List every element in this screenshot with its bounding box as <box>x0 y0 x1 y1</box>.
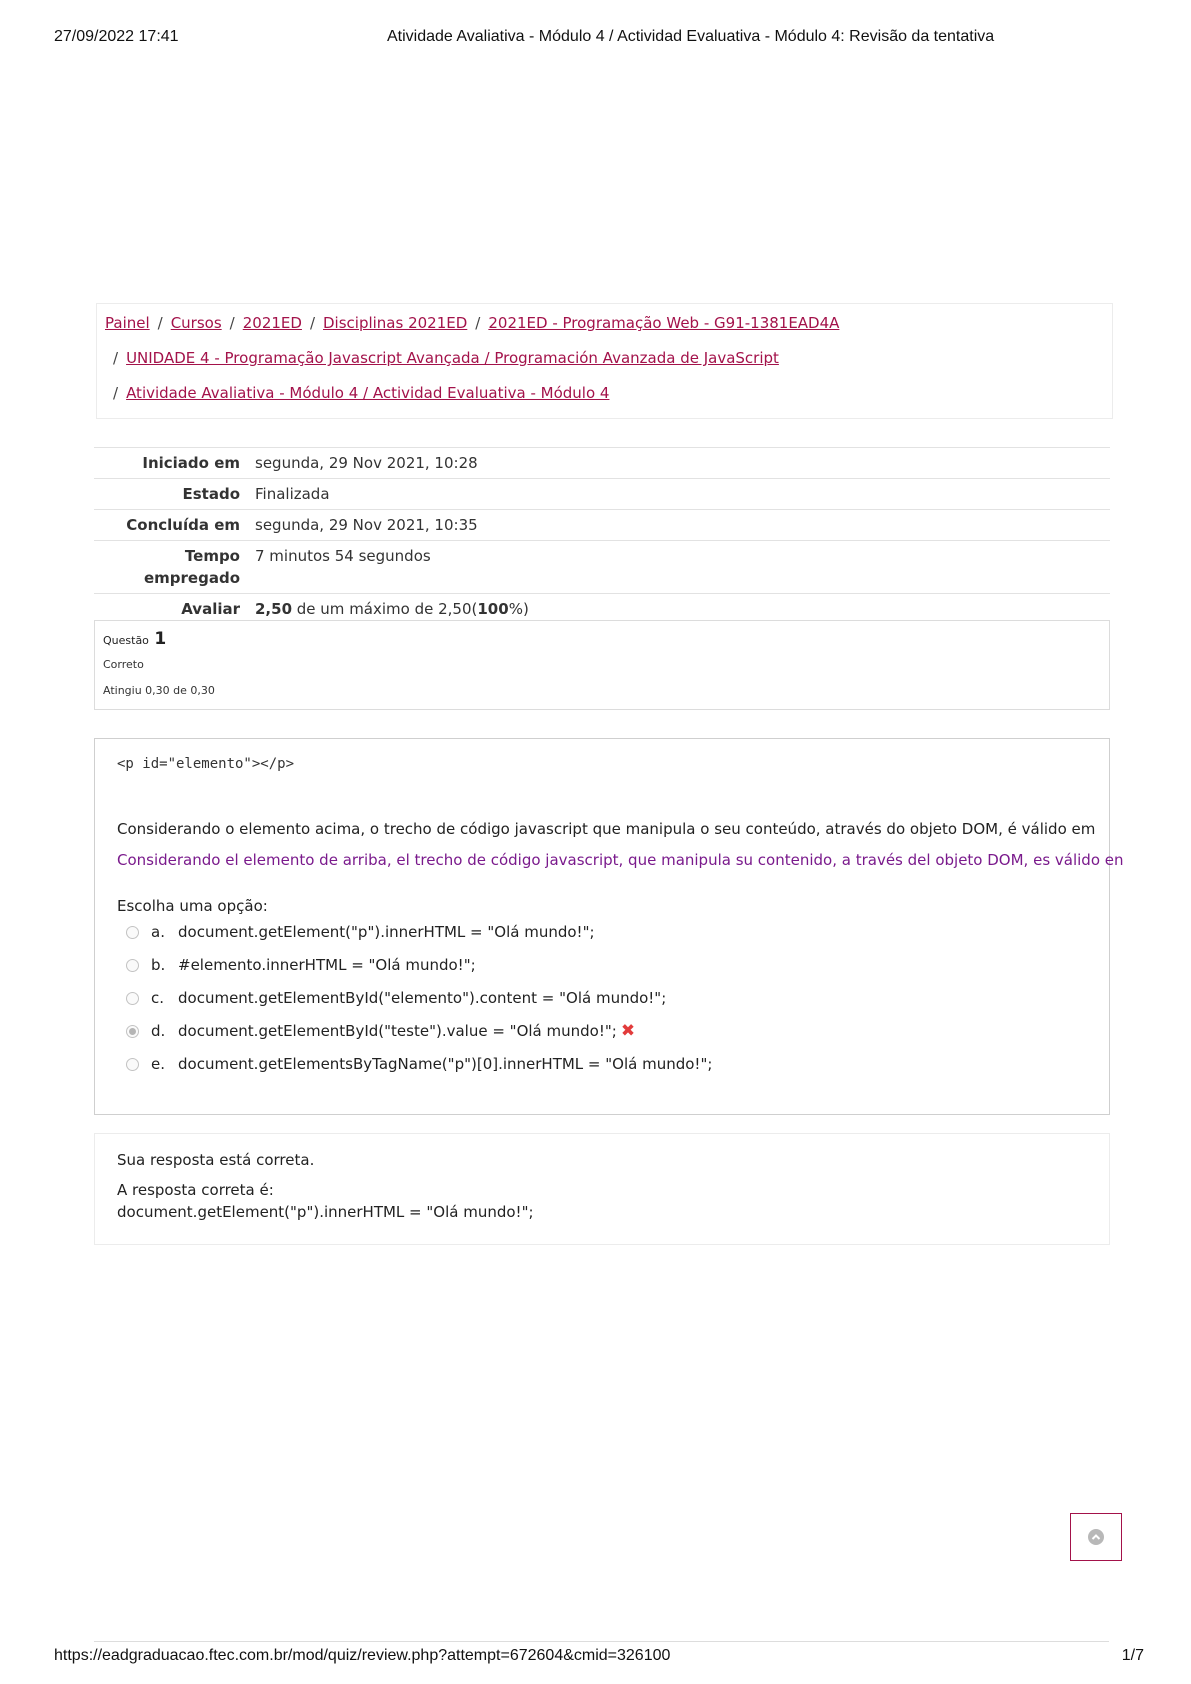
radio-button[interactable] <box>126 1058 139 1071</box>
print-title: Atividade Avaliativa - Módulo 4 / Actividad Evaluativa - Módulo 4: Revisão da tentativa <box>387 28 995 45</box>
question-state: Correto <box>103 658 144 671</box>
question-number-value: 1 <box>154 629 167 649</box>
feedback-correct-answer: document.getElement("p").innerHTML = "Olá mundo!"; <box>117 1203 534 1221</box>
answer-prompt: Escolha uma opção: <box>117 897 268 915</box>
radio-button[interactable] <box>126 926 139 939</box>
attempt-summary <box>94 447 1110 625</box>
code-snippet: <p id="elemento"></p> <box>117 756 295 772</box>
question-label: Questão <box>103 634 149 647</box>
breadcrumb-separator: / <box>309 314 315 332</box>
feedback-status: Sua resposta está correta. <box>117 1151 315 1169</box>
option-text: #elemento.innerHTML = "Olá mundo!"; <box>178 956 476 974</box>
footer-divider <box>94 1641 1109 1642</box>
breadcrumb-separator: / <box>157 314 163 332</box>
answer-option-a[interactable] <box>126 920 595 944</box>
summary-value: 7 minutos 54 segundos <box>255 547 431 565</box>
breadcrumb-line-2 <box>113 349 779 367</box>
breadcrumb-link-painel[interactable]: Painel <box>105 314 150 332</box>
breadcrumb-separator: / <box>229 314 235 332</box>
summary-label: Iniciado em <box>142 454 240 472</box>
print-footer <box>0 1647 1191 1671</box>
print-header <box>0 28 1191 52</box>
breadcrumb-link-disciplinas[interactable]: Disciplinas 2021ED <box>323 314 468 332</box>
radio-button-selected[interactable] <box>126 1025 139 1038</box>
option-text: document.getElementById("elemento").content = "Olá mundo!"; <box>178 989 667 1007</box>
breadcrumb-separator: / <box>113 349 119 367</box>
grade-mid: de um máximo de 2,50( <box>292 600 478 618</box>
breadcrumb-line-1 <box>105 314 839 332</box>
answer-option-e[interactable] <box>126 1052 712 1076</box>
summary-value: segunda, 29 Nov 2021, 10:35 <box>255 516 478 534</box>
question-text-pt: Considerando o elemento acima, o trecho de código javascript que manipula o seu conteúdo, através do objeto DOM, é válido em <box>117 820 1096 838</box>
radio-button[interactable] <box>126 992 139 1005</box>
question-number <box>103 629 166 649</box>
option-letter: d. <box>151 1022 166 1040</box>
answer-option-d[interactable] <box>126 1019 635 1043</box>
summary-value: segunda, 29 Nov 2021, 10:28 <box>255 454 478 472</box>
option-letter: e. <box>151 1055 165 1073</box>
summary-label: Tempo empregado <box>143 547 240 587</box>
answer-option-b[interactable] <box>126 953 476 977</box>
page-number: 1/7 <box>1121 1647 1144 1664</box>
question-text-es: Considerando el elemento de arriba, el trecho de código javascript, que manipula su contenido, a través del objeto DOM, es válido en <box>117 851 1124 869</box>
breadcrumb-separator: / <box>475 314 481 332</box>
summary-label: Avaliar <box>181 600 240 618</box>
radio-button[interactable] <box>126 959 139 972</box>
answer-option-c[interactable] <box>126 986 666 1010</box>
option-text: document.getElement("p").innerHTML = "Olá mundo!"; <box>178 923 595 941</box>
summary-row-started <box>94 448 1110 479</box>
chevron-up-icon <box>1088 1529 1104 1545</box>
breadcrumb-link-2021ed[interactable]: 2021ED <box>242 314 302 332</box>
print-url: https://eadgraduacao.ftec.com.br/mod/quiz/review.php?attempt=672604&cmid=326100 <box>54 1647 671 1664</box>
grade-score: 2,50 <box>255 600 293 618</box>
attempt-summary-table <box>94 447 1110 625</box>
option-text: document.getElementsByTagName("p")[0].innerHTML = "Olá mundo!"; <box>178 1055 713 1073</box>
summary-label: Concluída em <box>126 516 240 534</box>
breadcrumb-link-course[interactable]: 2021ED - Programação Web - G91-1381EAD4A <box>488 314 840 332</box>
print-datetime: 27/09/2022 17:41 <box>54 28 179 45</box>
summary-value: Finalizada <box>255 485 330 503</box>
breadcrumb-link-cursos[interactable]: Cursos <box>170 314 222 332</box>
summary-row-state <box>94 479 1110 510</box>
incorrect-x-icon: ✖ <box>620 1020 636 1041</box>
breadcrumb <box>96 303 1113 419</box>
breadcrumb-link-quiz[interactable]: Atividade Avaliativa - Módulo 4 / Actividad Evaluativa - Módulo 4 <box>126 384 610 402</box>
option-text: document.getElementById("teste").value = "Olá mundo!"; <box>178 1022 617 1040</box>
summary-label: Estado <box>182 485 240 503</box>
grade-end: %) <box>508 600 529 618</box>
option-letter: a. <box>151 923 165 941</box>
breadcrumb-separator: / <box>113 384 119 402</box>
answer-feedback <box>94 1133 1110 1245</box>
option-letter: c. <box>151 989 165 1007</box>
breadcrumb-link-unit[interactable]: UNIDADE 4 - Programação Javascript Avançada / Programación Avanzada de JavaScript <box>126 349 779 367</box>
feedback-correct-label: A resposta correta é: <box>117 1181 274 1199</box>
summary-row-time <box>94 541 1110 594</box>
summary-row-completed <box>94 510 1110 541</box>
back-to-top-button[interactable] <box>1070 1513 1122 1561</box>
grade-percent: 100 <box>477 600 509 618</box>
question-content <box>94 738 1124 1115</box>
question-mark: Atingiu 0,30 de 0,30 <box>103 684 215 697</box>
breadcrumb-line-3 <box>113 384 609 402</box>
question-info <box>94 620 1110 710</box>
option-letter: b. <box>151 956 166 974</box>
